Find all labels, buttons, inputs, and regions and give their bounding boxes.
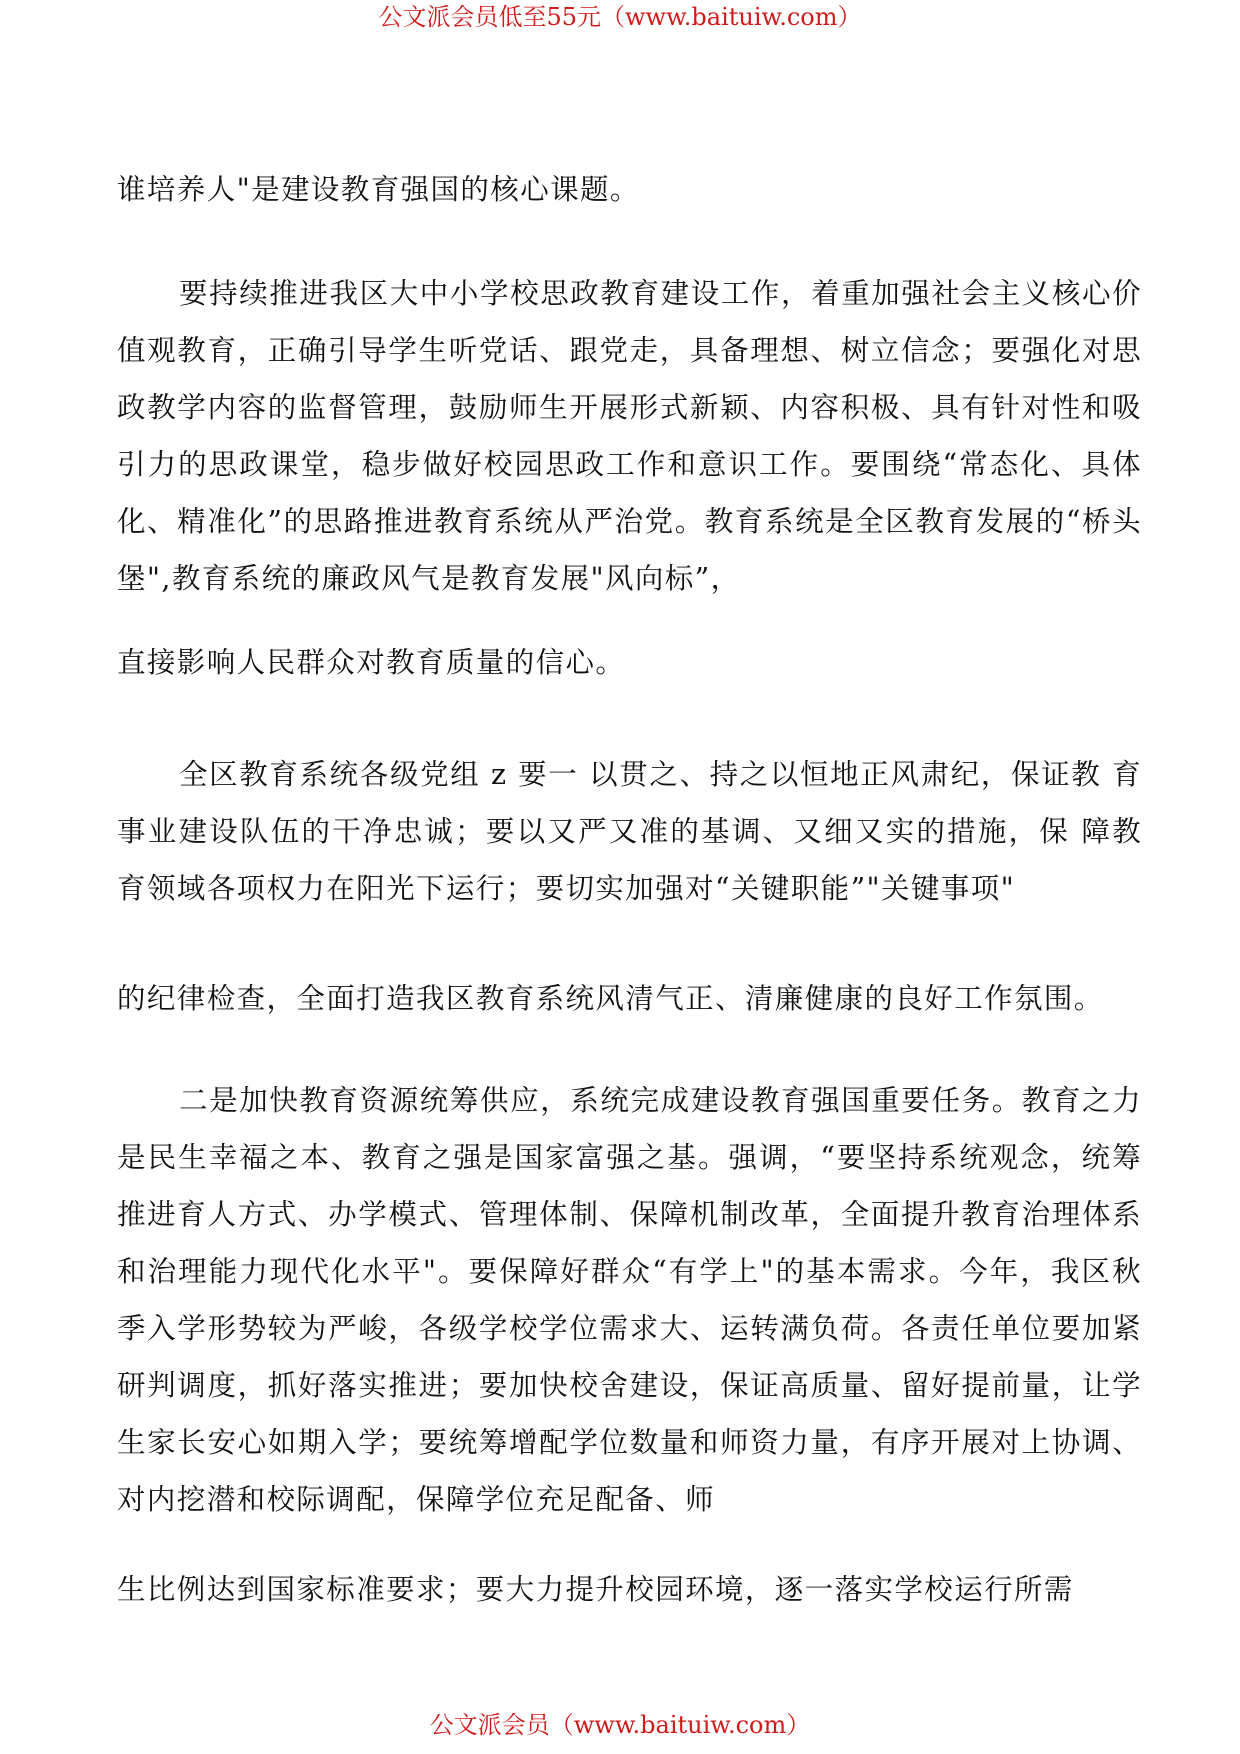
watermark-bottom: 公文派会员（www.baituiw.com） bbox=[429, 1711, 811, 1739]
paragraph: 的纪律检查，全面打造我区教育系统风清气正、清廉健康的良好工作氛围。 bbox=[117, 982, 1104, 1015]
paragraph: 直接影响人民群众对教育质量的信心。 bbox=[117, 646, 626, 679]
paragraph: 谁培养人"是建设教育强国的核心课题。 bbox=[117, 173, 640, 206]
paragraph: 要持续推进我区大中小学校思政教育建设工作，着重加强社会主义核心价值观教育，正确引导学生听党话、跟党走，具备理想、树立信念；要强化对思政教学内容的监督管理，鼓励师生开展形式新颖、内容积极、具有针对性和吸引力的思政课堂，稳步做好校园思政工作和意识工作。要围绕“常态化、具体化、精准化”的思路推进教育系统从严治党。教育系统是全区教育发展的“桥头堡",教育系统的廉政风气是教育发展"风向标”， bbox=[117, 277, 1142, 595]
watermark-top: 公文派会员低至55元（www.baituiw.com） bbox=[378, 3, 862, 31]
paragraph: 全区教育系统各级党组 z 要一 以贯之、持之以恒地正风肃纪，保证教 育事业建设队伍的干净忠诚；要以又严又准的基调、又细又实的措施，保 障教育领域各项权力在阳光下运行；要切实加强对“关键职能”"关键事项" bbox=[117, 758, 1142, 905]
paragraph: 生比例达到国家标准要求；要大力提升校园环境，逐一落实学校运行所需 bbox=[117, 1573, 1074, 1606]
paragraph: 二是加快教育资源统筹供应，系统完成建设教育强国重要任务。教育之力是民生幸福之本、教育之强是国家富强之基。强调，“要坚持系统观念，统筹推进育人方式、办学模式、管理体制、保障机制改革，全面提升教育治理体系和治理能力现代化水平"。要保障好群众“有学上"的基本需求。今年，我区秋季入学形势较为严峻，各级学校学位需求大、运转满负荷。各责任单位要加紧研判调度，抓好落实推进；要加快校舍建设，保证高质量、留好提前量，让学生家长安心如期入学；要统筹增配学位数量和师资力量，有序开展对上协调、对内挖潜和校际调配，保障学位充足配备、师 bbox=[117, 1084, 1142, 1516]
